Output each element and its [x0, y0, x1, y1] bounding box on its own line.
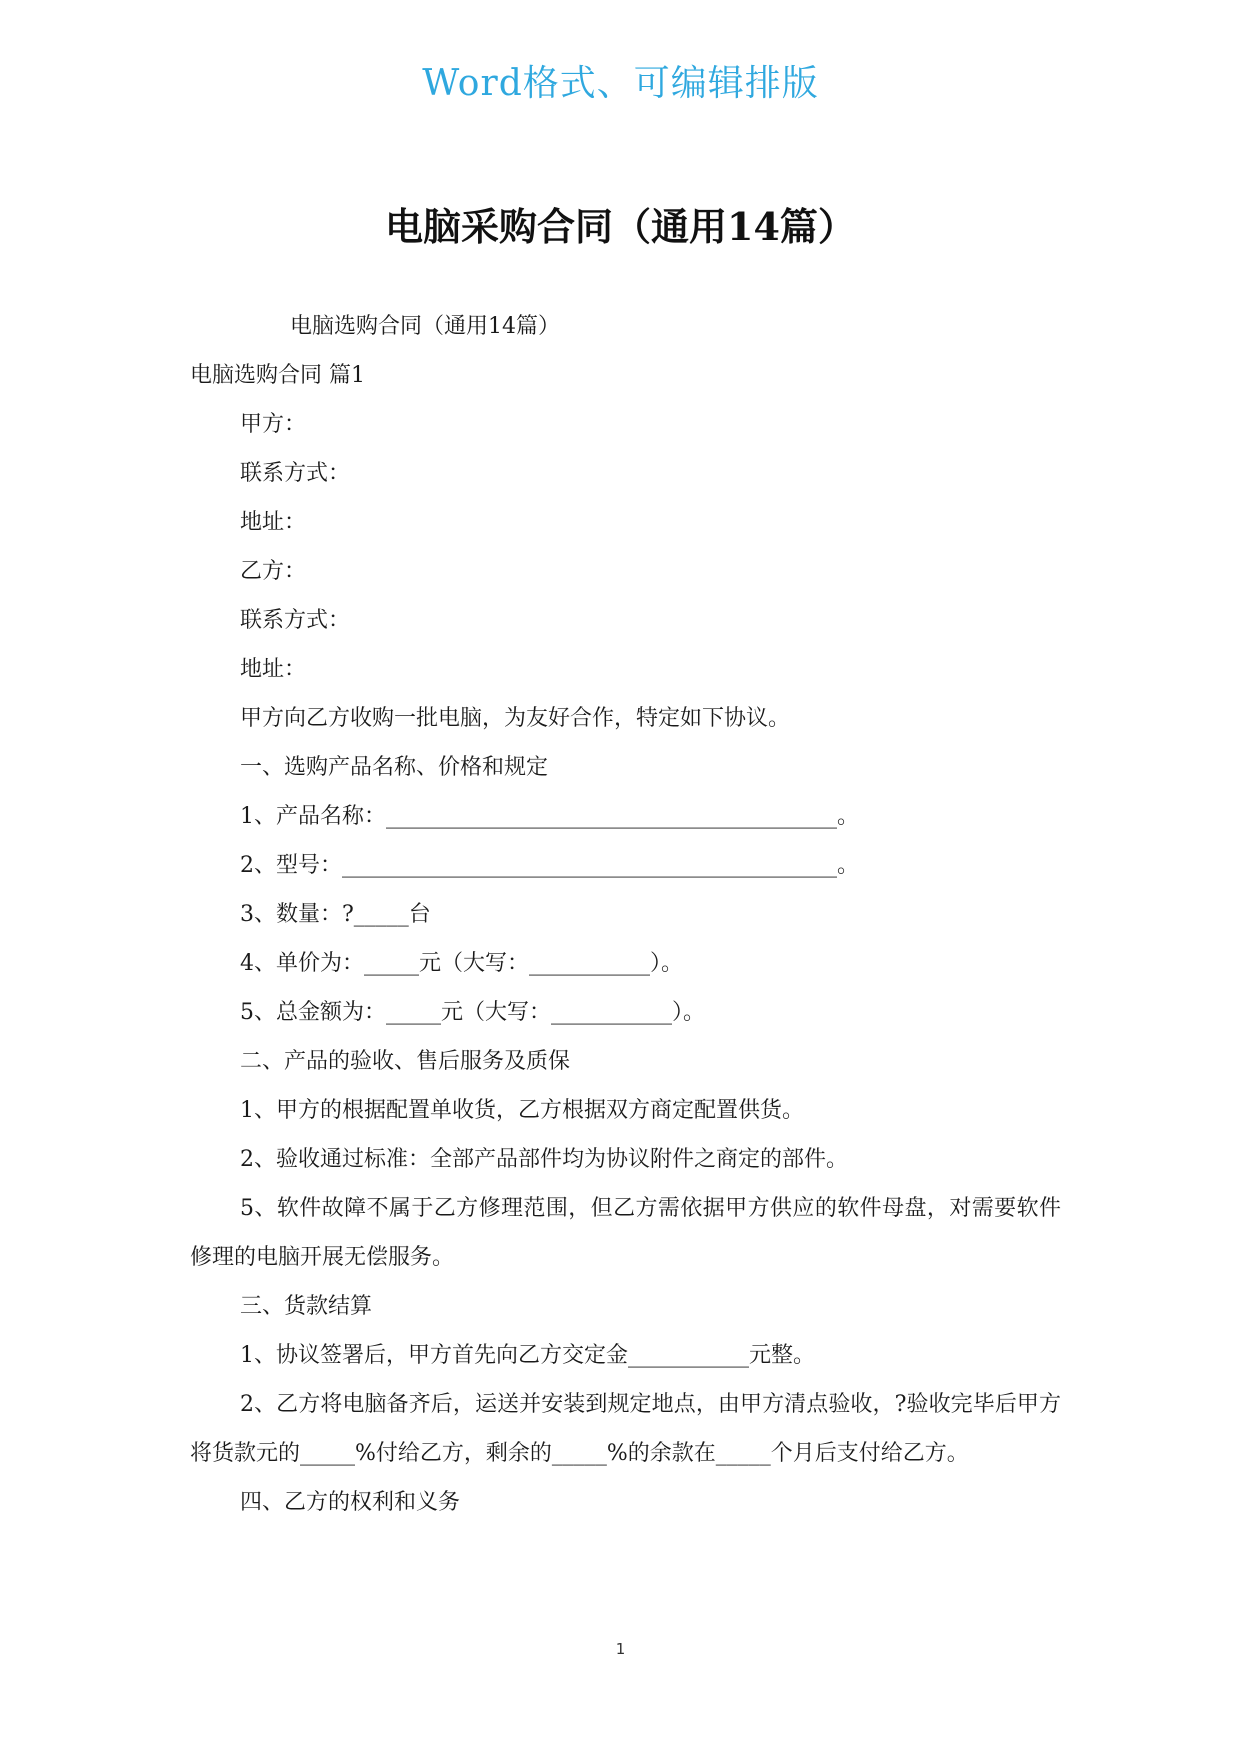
- page-number: 1: [615, 1640, 626, 1658]
- party-a-label: 甲方：: [240, 412, 307, 437]
- clause-heading: 三、货款结算: [240, 1294, 373, 1319]
- clause-item: 5、软件故障不属于乙方修理范围，但乙方需依据甲方供应的软件母盘，对需要软件修理的电脑开展无偿服务。: [190, 1196, 1061, 1270]
- paragraph: 甲方向乙方收购一批电脑，为友好合作，特定如下协议。: [240, 706, 791, 731]
- party-b-address: 地址：: [240, 657, 307, 682]
- clause-item: 5、总金额为：_____元（大写：___________）。: [240, 1000, 705, 1025]
- party-a-contact: 联系方式：: [240, 461, 351, 486]
- clause-item: 1、协议签署后，甲方首先向乙方交定金___________元整。: [240, 1343, 815, 1368]
- clause-item: 3、数量：?_____台: [240, 902, 431, 927]
- clause-heading: 一、选购产品名称、价格和规定: [240, 755, 549, 780]
- party-a-address: 地址：: [240, 510, 307, 535]
- clause-item: 1、产品名称：_________________________________________。: [240, 804, 859, 829]
- document-body: [190, 302, 1061, 1527]
- clause-item: 1、甲方的根据配置单收货，乙方根据双方商定配置供货。: [240, 1098, 804, 1123]
- party-b-contact: 联系方式：: [240, 608, 351, 633]
- clause-item: 2、型号：_____________________________________________。: [240, 853, 859, 878]
- clause-heading: 四、乙方的权利和义务: [240, 1490, 461, 1515]
- clause-item: 2、验收通过标准：全部产品部件均为协议附件之商定的部件。: [240, 1147, 848, 1172]
- section-heading: 电脑选购合同 篇1: [190, 363, 365, 388]
- clause-item: 4、单价为：_____元（大写：___________）。: [240, 951, 683, 976]
- document-title: 电脑采购合同（通用14篇）: [385, 204, 856, 249]
- format-banner: Word格式、可编辑排版: [422, 63, 819, 104]
- subtitle-line: 电脑选购合同（通用14篇）: [290, 314, 560, 339]
- clause-heading: 二、产品的验收、售后服务及质保: [240, 1049, 571, 1074]
- clause-item: 2、乙方将电脑备齐后，运送并安装到规定地点，由甲方清点验收，?验收完毕后甲方将货款元的_____%付给乙方，剩余的_____%的余款在_____个月后支付给乙方。: [190, 1392, 1061, 1466]
- party-b-label: 乙方：: [240, 559, 307, 584]
